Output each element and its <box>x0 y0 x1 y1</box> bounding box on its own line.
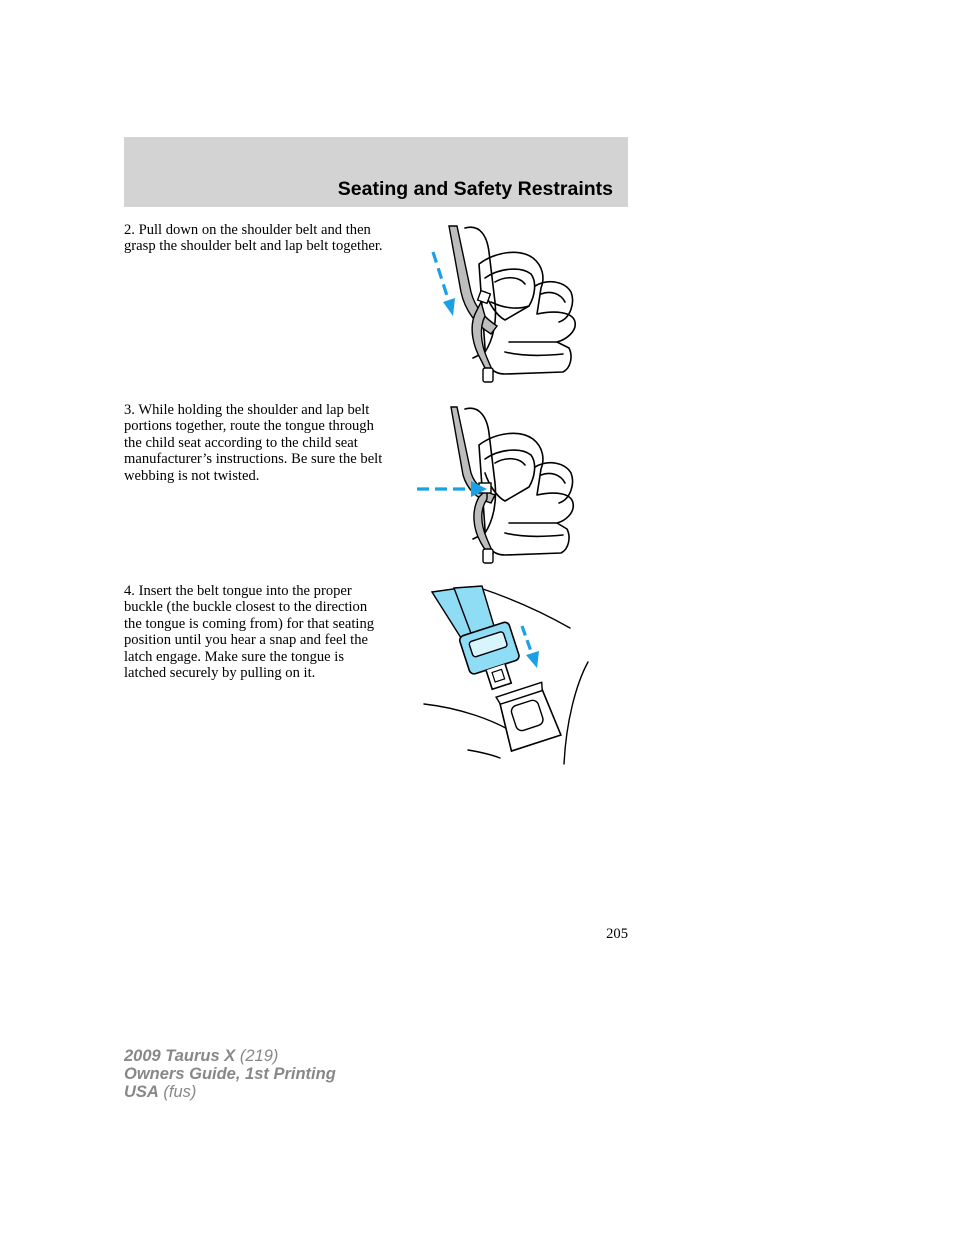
step-3-text: 3. While holding the shoulder and lap belt portions together, route the tongue through the child seat according to the child seat manufacturer’s instructions. Be sure the belt webbing is not twisted. <box>124 402 383 484</box>
footer-model: 2009 Taurus X <box>124 1047 236 1065</box>
step-2-text: 2. Pull down on the shoulder belt and then grasp the shoulder belt and lap belt together. <box>124 222 383 255</box>
footer-line-1 <box>124 1047 336 1065</box>
page-number: 205 <box>606 926 628 942</box>
footer-line-2 <box>124 1065 336 1083</box>
footer-model-code: (219) <box>235 1047 279 1065</box>
footer-line-3 <box>124 1083 336 1101</box>
section-title: Seating and Safety Restraints <box>337 178 613 200</box>
child-seat-pull-belt-illustration <box>425 222 585 390</box>
footer-guide: Owners Guide, 1st Printing <box>124 1065 336 1083</box>
footer-market: USA <box>124 1083 159 1101</box>
section-header-band <box>124 137 628 207</box>
child-seat-route-tongue-illustration <box>413 403 583 571</box>
step-4-text: 4. Insert the belt tongue into the proper buckle (the buckle closest to the direction the tongue is coming from) for that seating position until you hear a snap and feel the latch engage. Make sure the tongue is latched securely by pulling on it. <box>124 583 375 682</box>
footer-market-code: (fus) <box>158 1083 197 1101</box>
belt-tongue-buckle-illustration <box>420 584 592 770</box>
document-footer <box>124 1047 336 1101</box>
